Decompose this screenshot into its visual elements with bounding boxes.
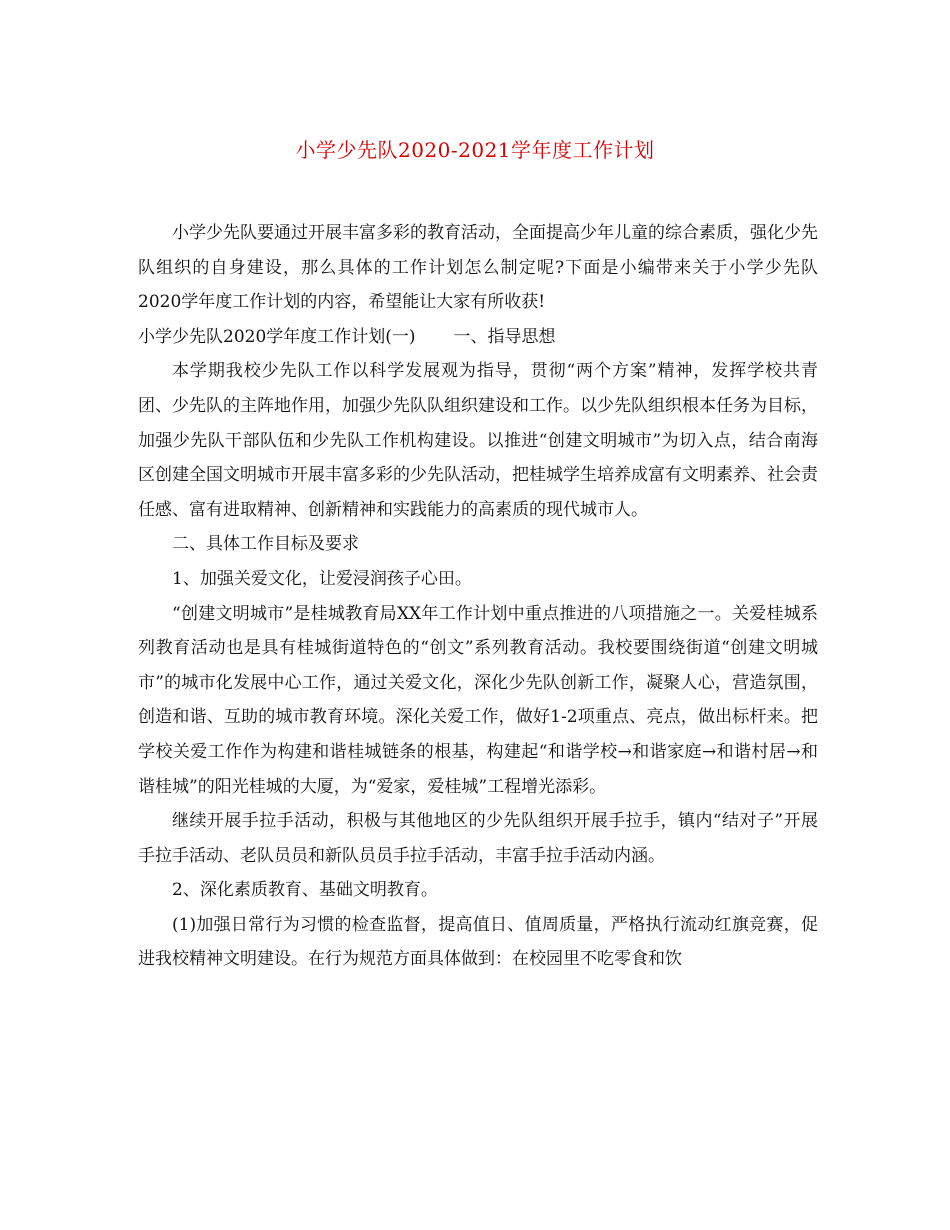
document-body xyxy=(138,216,818,977)
section-heading: 一、指导思想 xyxy=(453,326,556,347)
document-title: 小学少先队2020-2021学年度工作计划 xyxy=(295,138,655,162)
item-two-heading: 2、深化素质教育、基础文明教育。 xyxy=(172,880,438,901)
daily-habits-paragraph: (1)加强日常行为习惯的检查监督，提高值日、值周质量，严格执行流动红旗竞赛，促进我校精神文明建设。在行为规范方面具体做到：在校园里不吃零食和饮 xyxy=(138,914,818,970)
intro-paragraph: 小学少先队要通过开展丰富多彩的教育活动，全面提高少年儿童的综合素质，强化少先队组织的自身建设，那么具体的工作计划怎么制定呢?下面是小编带来关于小学少先队2020学年度工作计划的内容，希望能让大家有所收获! xyxy=(138,223,818,313)
hand-in-hand-paragraph: 继续开展手拉手活动，积极与其他地区的少先队组织开展手拉手，镇内“结对子”开展手拉手活动、老队员员和新队员员手拉手活动，丰富手拉手活动内涵。 xyxy=(138,811,818,866)
plan-heading: 小学少先队2020学年度工作计划(一) xyxy=(138,326,416,347)
section-two-heading: 二、具体工作目标及要求 xyxy=(172,534,359,555)
care-culture-paragraph: “创建文明城市”是桂城教育局XX年工作计划中重点推进的八项措施之一。关爱桂城系列教育活动也是具有桂城街道特色的“创文”系列教育活动。我校要围绕街道“创建文明城市”的城市化发展中心工作，通过关爱文化，深化少先队创新工作，凝聚人心，营造氛围，创造和谐、互助的城市教育环境。深化关爱工作，做好1-2项重点、亮点，做出标杆来。把学校关爱工作作为构建和谐桂城链条的根基，构建起“和谐学校→和谐家庭→和谐村居→和谐桂城”的阳光桂城的大厦，为“爱家，爱桂城”工程增光添彩。 xyxy=(138,603,818,797)
guiding-paragraph: 本学期我校少先队工作以科学发展观为指导，贯彻“两个方案”精神，发挥学校共青团、少先队的主阵地作用，加强少先队队组织建设和工作。以少先队组织根本任务为目标，加强少先队干部队伍和少先队工作机构建设。以推进“创建文明城市”为切入点，结合南海区创建全国文明城市开展丰富多彩的少先队活动，把桂城学生培养成富有文明素养、社会责任感、富有进取精神、创新精神和实践能力的高素质的现代城市人。 xyxy=(138,361,818,520)
plan-heading-line xyxy=(138,320,818,355)
item-one-heading: 1、加强关爱文化，让爱浸润孩子心田。 xyxy=(172,568,472,589)
